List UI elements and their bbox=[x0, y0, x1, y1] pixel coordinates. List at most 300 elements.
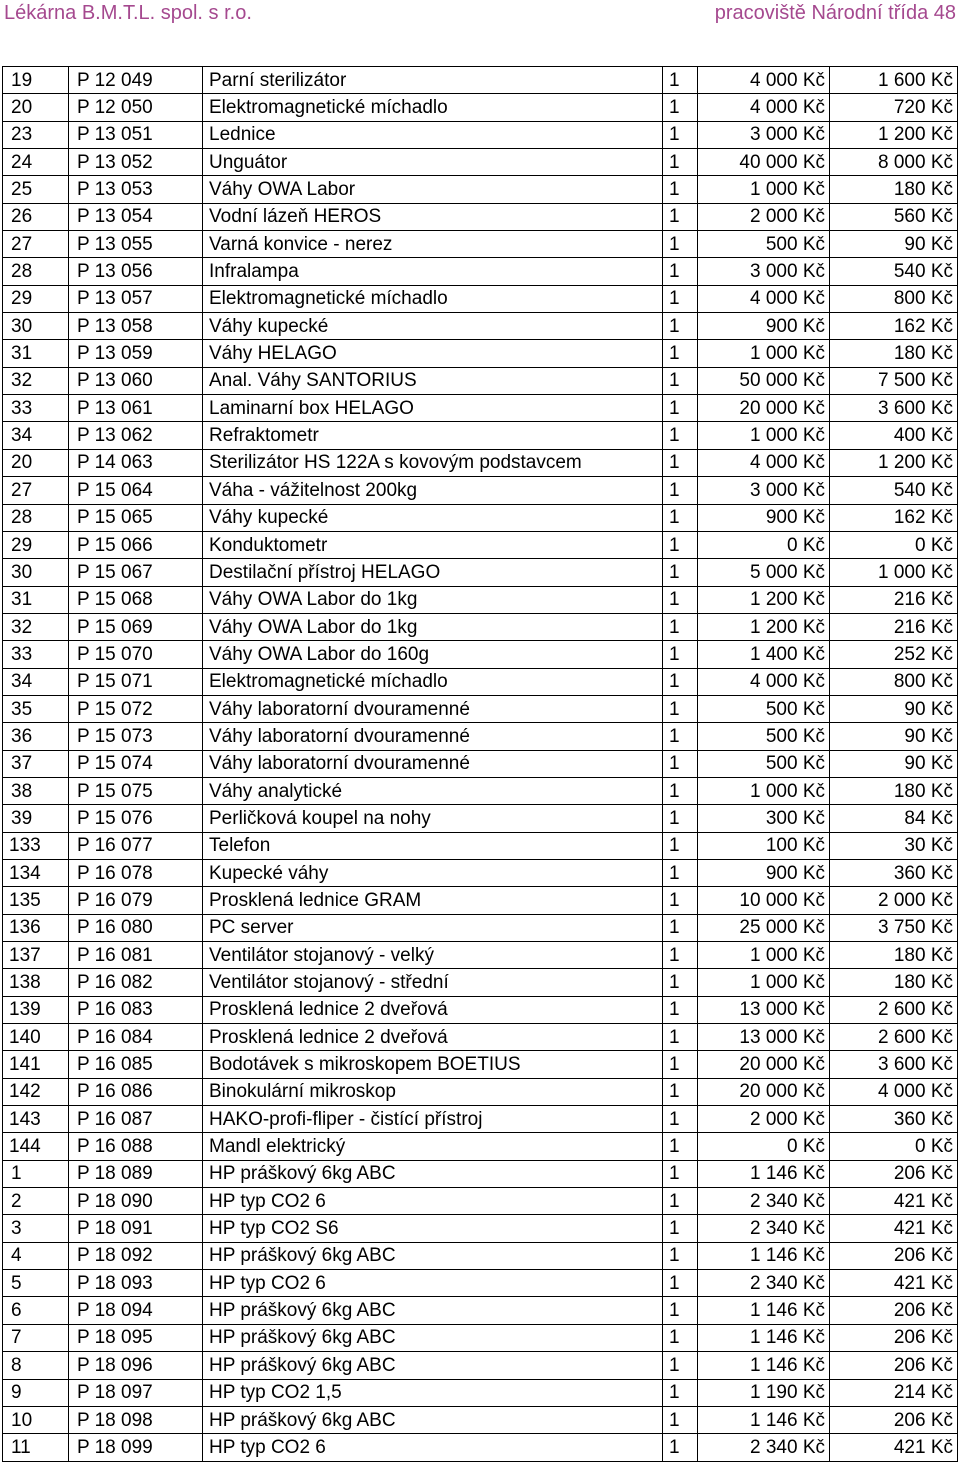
item-price: 4 000 Kč bbox=[698, 67, 830, 94]
item-price: 20 000 Kč bbox=[698, 395, 830, 422]
item-price: 900 Kč bbox=[698, 504, 830, 531]
item-value: 0 Kč bbox=[830, 1133, 958, 1160]
item-value: 180 Kč bbox=[830, 777, 958, 804]
row-number: 9 bbox=[3, 1379, 69, 1406]
item-name: Váhy laboratorní dvouramenné bbox=[203, 723, 663, 750]
table-row bbox=[3, 121, 958, 148]
table-row bbox=[3, 805, 958, 832]
item-price: 20 000 Kč bbox=[698, 1051, 830, 1078]
table-row bbox=[3, 1188, 958, 1215]
item-code: P 18 094 bbox=[69, 1297, 203, 1324]
item-price: 40 000 Kč bbox=[698, 149, 830, 176]
item-price: 2 000 Kč bbox=[698, 203, 830, 230]
item-name: Prosklená lednice GRAM bbox=[203, 887, 663, 914]
item-quantity: 1 bbox=[663, 504, 698, 531]
item-quantity: 1 bbox=[663, 1024, 698, 1051]
item-quantity: 1 bbox=[663, 367, 698, 394]
item-quantity: 1 bbox=[663, 859, 698, 886]
item-code: P 15 072 bbox=[69, 695, 203, 722]
table-row bbox=[3, 340, 958, 367]
table-row bbox=[3, 176, 958, 203]
item-code: P 16 082 bbox=[69, 969, 203, 996]
item-value: 421 Kč bbox=[830, 1270, 958, 1297]
item-name: Sterilizátor HS 122A s kovovým podstavcem bbox=[203, 449, 663, 476]
item-quantity: 1 bbox=[663, 203, 698, 230]
item-value: 421 Kč bbox=[830, 1434, 958, 1461]
row-number: 33 bbox=[3, 641, 69, 668]
item-name: Mandl elektrický bbox=[203, 1133, 663, 1160]
item-code: P 15 067 bbox=[69, 559, 203, 586]
item-value: 90 Kč bbox=[830, 723, 958, 750]
item-name: Prosklená lednice 2 dveřová bbox=[203, 996, 663, 1023]
item-price: 1 146 Kč bbox=[698, 1160, 830, 1187]
item-value: 720 Kč bbox=[830, 94, 958, 121]
item-name: Váhy kupecké bbox=[203, 504, 663, 531]
row-number: 7 bbox=[3, 1324, 69, 1351]
table-row bbox=[3, 641, 958, 668]
item-quantity: 1 bbox=[663, 942, 698, 969]
item-value: 2 600 Kč bbox=[830, 1024, 958, 1051]
table-row bbox=[3, 1106, 958, 1133]
row-number: 5 bbox=[3, 1270, 69, 1297]
row-number: 136 bbox=[3, 914, 69, 941]
workplace-location: pracoviště Národní třída 48 bbox=[714, 2, 956, 24]
item-name: Váhy analytické bbox=[203, 777, 663, 804]
item-name: Unguátor bbox=[203, 149, 663, 176]
table-row bbox=[3, 1270, 958, 1297]
item-quantity: 1 bbox=[663, 94, 698, 121]
item-price: 1 000 Kč bbox=[698, 777, 830, 804]
item-value: 206 Kč bbox=[830, 1160, 958, 1187]
item-price: 500 Kč bbox=[698, 231, 830, 258]
item-price: 2 340 Kč bbox=[698, 1215, 830, 1242]
row-number: 37 bbox=[3, 750, 69, 777]
item-name: HP práškový 6kg ABC bbox=[203, 1406, 663, 1433]
row-number: 39 bbox=[3, 805, 69, 832]
table-row bbox=[3, 887, 958, 914]
item-quantity: 1 bbox=[663, 695, 698, 722]
item-name: Elektromagnetické míchadlo bbox=[203, 94, 663, 121]
item-quantity: 1 bbox=[663, 258, 698, 285]
item-code: P 13 060 bbox=[69, 367, 203, 394]
item-quantity: 1 bbox=[663, 969, 698, 996]
item-code: P 16 086 bbox=[69, 1078, 203, 1105]
item-value: 206 Kč bbox=[830, 1324, 958, 1351]
row-number: 28 bbox=[3, 504, 69, 531]
item-name: Infralampa bbox=[203, 258, 663, 285]
item-price: 1 146 Kč bbox=[698, 1242, 830, 1269]
row-number: 2 bbox=[3, 1188, 69, 1215]
item-name: Váhy laboratorní dvouramenné bbox=[203, 750, 663, 777]
item-quantity: 1 bbox=[663, 1406, 698, 1433]
item-price: 1 000 Kč bbox=[698, 176, 830, 203]
table-row bbox=[3, 313, 958, 340]
table-row bbox=[3, 695, 958, 722]
item-name: HP práškový 6kg ABC bbox=[203, 1297, 663, 1324]
item-price: 0 Kč bbox=[698, 1133, 830, 1160]
row-number: 6 bbox=[3, 1297, 69, 1324]
row-number: 31 bbox=[3, 340, 69, 367]
item-name: Anal. Váhy SANTORIUS bbox=[203, 367, 663, 394]
item-code: P 15 068 bbox=[69, 586, 203, 613]
table-row bbox=[3, 1078, 958, 1105]
item-value: 206 Kč bbox=[830, 1297, 958, 1324]
table-row bbox=[3, 777, 958, 804]
item-code: P 13 058 bbox=[69, 313, 203, 340]
item-quantity: 1 bbox=[663, 176, 698, 203]
row-number: 137 bbox=[3, 942, 69, 969]
row-number: 27 bbox=[3, 477, 69, 504]
item-code: P 16 084 bbox=[69, 1024, 203, 1051]
item-quantity: 1 bbox=[663, 477, 698, 504]
item-quantity: 1 bbox=[663, 996, 698, 1023]
item-name: Ventilátor stojanový - velký bbox=[203, 942, 663, 969]
item-value: 4 000 Kč bbox=[830, 1078, 958, 1105]
item-name: Laminarní box HELAGO bbox=[203, 395, 663, 422]
item-price: 1 400 Kč bbox=[698, 641, 830, 668]
item-value: 206 Kč bbox=[830, 1352, 958, 1379]
row-number: 33 bbox=[3, 395, 69, 422]
item-value: 800 Kč bbox=[830, 285, 958, 312]
item-quantity: 1 bbox=[663, 67, 698, 94]
item-code: P 16 080 bbox=[69, 914, 203, 941]
row-number: 34 bbox=[3, 668, 69, 695]
item-code: P 18 089 bbox=[69, 1160, 203, 1187]
item-price: 900 Kč bbox=[698, 859, 830, 886]
item-price: 500 Kč bbox=[698, 750, 830, 777]
table-row bbox=[3, 1352, 958, 1379]
item-name: Prosklená lednice 2 dveřová bbox=[203, 1024, 663, 1051]
row-number: 25 bbox=[3, 176, 69, 203]
item-name: Binokulární mikroskop bbox=[203, 1078, 663, 1105]
table-row bbox=[3, 859, 958, 886]
row-number: 32 bbox=[3, 367, 69, 394]
table-row bbox=[3, 285, 958, 312]
item-name: Destilační přístroj HELAGO bbox=[203, 559, 663, 586]
item-code: P 18 093 bbox=[69, 1270, 203, 1297]
item-value: 216 Kč bbox=[830, 586, 958, 613]
table-row bbox=[3, 1406, 958, 1433]
item-value: 2 000 Kč bbox=[830, 887, 958, 914]
table-row bbox=[3, 231, 958, 258]
item-value: 360 Kč bbox=[830, 859, 958, 886]
table-row bbox=[3, 477, 958, 504]
item-value: 1 000 Kč bbox=[830, 559, 958, 586]
item-value: 8 000 Kč bbox=[830, 149, 958, 176]
table-row bbox=[3, 996, 958, 1023]
row-number: 26 bbox=[3, 203, 69, 230]
item-name: Lednice bbox=[203, 121, 663, 148]
item-code: P 15 073 bbox=[69, 723, 203, 750]
item-code: P 18 099 bbox=[69, 1434, 203, 1461]
item-quantity: 1 bbox=[663, 613, 698, 640]
item-name: Váhy kupecké bbox=[203, 313, 663, 340]
table-row bbox=[3, 94, 958, 121]
row-number: 3 bbox=[3, 1215, 69, 1242]
item-price: 1 000 Kč bbox=[698, 942, 830, 969]
item-code: P 15 075 bbox=[69, 777, 203, 804]
item-quantity: 1 bbox=[663, 1242, 698, 1269]
item-name: Ventilátor stojanový - střední bbox=[203, 969, 663, 996]
item-value: 180 Kč bbox=[830, 969, 958, 996]
item-code: P 16 081 bbox=[69, 942, 203, 969]
item-name: HP typ CO2 1,5 bbox=[203, 1379, 663, 1406]
row-number: 140 bbox=[3, 1024, 69, 1051]
item-price: 20 000 Kč bbox=[698, 1078, 830, 1105]
table-row bbox=[3, 1160, 958, 1187]
item-name: Váhy OWA Labor bbox=[203, 176, 663, 203]
item-code: P 13 057 bbox=[69, 285, 203, 312]
item-quantity: 1 bbox=[663, 832, 698, 859]
item-quantity: 1 bbox=[663, 750, 698, 777]
inventory-table-body bbox=[3, 67, 958, 1462]
item-price: 4 000 Kč bbox=[698, 94, 830, 121]
row-number: 144 bbox=[3, 1133, 69, 1160]
row-number: 1 bbox=[3, 1160, 69, 1187]
item-name: Váhy OWA Labor do 1kg bbox=[203, 613, 663, 640]
item-value: 84 Kč bbox=[830, 805, 958, 832]
item-value: 540 Kč bbox=[830, 258, 958, 285]
item-code: P 12 050 bbox=[69, 94, 203, 121]
item-value: 560 Kč bbox=[830, 203, 958, 230]
item-price: 3 000 Kč bbox=[698, 258, 830, 285]
item-quantity: 1 bbox=[663, 231, 698, 258]
item-name: HP typ CO2 6 bbox=[203, 1188, 663, 1215]
item-quantity: 1 bbox=[663, 1106, 698, 1133]
table-row bbox=[3, 367, 958, 394]
item-price: 25 000 Kč bbox=[698, 914, 830, 941]
table-row bbox=[3, 586, 958, 613]
item-price: 50 000 Kč bbox=[698, 367, 830, 394]
inventory-table bbox=[2, 66, 958, 1462]
table-row bbox=[3, 449, 958, 476]
row-number: 27 bbox=[3, 231, 69, 258]
item-code: P 15 065 bbox=[69, 504, 203, 531]
item-quantity: 1 bbox=[663, 914, 698, 941]
item-quantity: 1 bbox=[663, 422, 698, 449]
item-code: P 15 076 bbox=[69, 805, 203, 832]
row-number: 139 bbox=[3, 996, 69, 1023]
item-value: 206 Kč bbox=[830, 1242, 958, 1269]
item-name: HP typ CO2 6 bbox=[203, 1434, 663, 1461]
table-row bbox=[3, 969, 958, 996]
item-name: HP typ CO2 S6 bbox=[203, 1215, 663, 1242]
item-value: 7 500 Kč bbox=[830, 367, 958, 394]
item-code: P 13 055 bbox=[69, 231, 203, 258]
item-quantity: 1 bbox=[663, 777, 698, 804]
item-code: P 18 092 bbox=[69, 1242, 203, 1269]
item-name: HP typ CO2 6 bbox=[203, 1270, 663, 1297]
table-row bbox=[3, 149, 958, 176]
item-price: 4 000 Kč bbox=[698, 668, 830, 695]
item-name: Váhy laboratorní dvouramenné bbox=[203, 695, 663, 722]
table-row bbox=[3, 1297, 958, 1324]
item-value: 1 200 Kč bbox=[830, 121, 958, 148]
row-number: 4 bbox=[3, 1242, 69, 1269]
item-value: 90 Kč bbox=[830, 695, 958, 722]
item-quantity: 1 bbox=[663, 586, 698, 613]
row-number: 141 bbox=[3, 1051, 69, 1078]
item-price: 1 200 Kč bbox=[698, 586, 830, 613]
item-name: HAKO-profi-fliper - čistící přístroj bbox=[203, 1106, 663, 1133]
item-name: Perličková koupel na nohy bbox=[203, 805, 663, 832]
table-row bbox=[3, 723, 958, 750]
item-quantity: 1 bbox=[663, 1188, 698, 1215]
item-value: 800 Kč bbox=[830, 668, 958, 695]
item-price: 10 000 Kč bbox=[698, 887, 830, 914]
item-value: 421 Kč bbox=[830, 1215, 958, 1242]
item-quantity: 1 bbox=[663, 121, 698, 148]
item-name: Refraktometr bbox=[203, 422, 663, 449]
item-code: P 13 053 bbox=[69, 176, 203, 203]
table-row bbox=[3, 914, 958, 941]
table-row bbox=[3, 1024, 958, 1051]
item-value: 1 600 Kč bbox=[830, 67, 958, 94]
item-code: P 13 054 bbox=[69, 203, 203, 230]
table-row bbox=[3, 668, 958, 695]
row-number: 10 bbox=[3, 1406, 69, 1433]
item-quantity: 1 bbox=[663, 1379, 698, 1406]
item-name: Telefon bbox=[203, 832, 663, 859]
item-price: 2 340 Kč bbox=[698, 1434, 830, 1461]
item-quantity: 1 bbox=[663, 1051, 698, 1078]
table-row bbox=[3, 1133, 958, 1160]
item-price: 300 Kč bbox=[698, 805, 830, 832]
item-name: Konduktometr bbox=[203, 531, 663, 558]
item-value: 400 Kč bbox=[830, 422, 958, 449]
item-name: HP práškový 6kg ABC bbox=[203, 1160, 663, 1187]
item-quantity: 1 bbox=[663, 1160, 698, 1187]
item-value: 252 Kč bbox=[830, 641, 958, 668]
item-name: Váhy HELAGO bbox=[203, 340, 663, 367]
item-value: 2 600 Kč bbox=[830, 996, 958, 1023]
item-code: P 16 079 bbox=[69, 887, 203, 914]
item-quantity: 1 bbox=[663, 340, 698, 367]
item-quantity: 1 bbox=[663, 449, 698, 476]
item-quantity: 1 bbox=[663, 723, 698, 750]
item-price: 0 Kč bbox=[698, 531, 830, 558]
table-row bbox=[3, 559, 958, 586]
item-quantity: 1 bbox=[663, 1324, 698, 1351]
item-price: 1 000 Kč bbox=[698, 422, 830, 449]
row-number: 34 bbox=[3, 422, 69, 449]
item-code: P 15 074 bbox=[69, 750, 203, 777]
item-value: 3 600 Kč bbox=[830, 395, 958, 422]
item-price: 2 340 Kč bbox=[698, 1270, 830, 1297]
item-value: 180 Kč bbox=[830, 942, 958, 969]
item-code: P 14 063 bbox=[69, 449, 203, 476]
page-header bbox=[0, 0, 960, 30]
item-quantity: 1 bbox=[663, 531, 698, 558]
table-row bbox=[3, 1434, 958, 1461]
item-quantity: 1 bbox=[663, 887, 698, 914]
item-price: 900 Kč bbox=[698, 313, 830, 340]
item-code: P 18 095 bbox=[69, 1324, 203, 1351]
item-value: 214 Kč bbox=[830, 1379, 958, 1406]
item-name: Parní sterilizátor bbox=[203, 67, 663, 94]
company-name: Lékárna B.M.T.L. spol. s r.o. bbox=[4, 2, 252, 24]
item-code: P 16 085 bbox=[69, 1051, 203, 1078]
row-number: 32 bbox=[3, 613, 69, 640]
row-number: 133 bbox=[3, 832, 69, 859]
item-value: 0 Kč bbox=[830, 531, 958, 558]
item-quantity: 1 bbox=[663, 805, 698, 832]
row-number: 20 bbox=[3, 449, 69, 476]
item-value: 540 Kč bbox=[830, 477, 958, 504]
item-price: 100 Kč bbox=[698, 832, 830, 859]
table-row bbox=[3, 422, 958, 449]
item-value: 206 Kč bbox=[830, 1406, 958, 1433]
row-number: 38 bbox=[3, 777, 69, 804]
item-name: Bodotávek s mikroskopem BOETIUS bbox=[203, 1051, 663, 1078]
item-code: P 16 087 bbox=[69, 1106, 203, 1133]
item-price: 5 000 Kč bbox=[698, 559, 830, 586]
row-number: 142 bbox=[3, 1078, 69, 1105]
item-code: P 13 052 bbox=[69, 149, 203, 176]
item-price: 2 000 Kč bbox=[698, 1106, 830, 1133]
row-number: 19 bbox=[3, 67, 69, 94]
item-value: 180 Kč bbox=[830, 176, 958, 203]
item-price: 4 000 Kč bbox=[698, 449, 830, 476]
item-quantity: 1 bbox=[663, 395, 698, 422]
item-name: HP práškový 6kg ABC bbox=[203, 1242, 663, 1269]
item-price: 1 146 Kč bbox=[698, 1352, 830, 1379]
row-number: 135 bbox=[3, 887, 69, 914]
table-row bbox=[3, 504, 958, 531]
row-number: 29 bbox=[3, 531, 69, 558]
item-price: 1 146 Kč bbox=[698, 1324, 830, 1351]
item-code: P 18 091 bbox=[69, 1215, 203, 1242]
table-row bbox=[3, 203, 958, 230]
row-number: 20 bbox=[3, 94, 69, 121]
item-code: P 12 049 bbox=[69, 67, 203, 94]
row-number: 11 bbox=[3, 1434, 69, 1461]
row-number: 29 bbox=[3, 285, 69, 312]
item-name: Váhy OWA Labor do 160g bbox=[203, 641, 663, 668]
item-name: HP práškový 6kg ABC bbox=[203, 1324, 663, 1351]
item-quantity: 1 bbox=[663, 149, 698, 176]
item-name: Váha - vážitelnost 200kg bbox=[203, 477, 663, 504]
item-quantity: 1 bbox=[663, 668, 698, 695]
item-code: P 18 090 bbox=[69, 1188, 203, 1215]
item-quantity: 1 bbox=[663, 641, 698, 668]
item-name: PC server bbox=[203, 914, 663, 941]
item-quantity: 1 bbox=[663, 1078, 698, 1105]
row-number: 143 bbox=[3, 1106, 69, 1133]
item-price: 13 000 Kč bbox=[698, 996, 830, 1023]
item-value: 3 600 Kč bbox=[830, 1051, 958, 1078]
table-row bbox=[3, 531, 958, 558]
item-quantity: 1 bbox=[663, 1133, 698, 1160]
item-code: P 18 097 bbox=[69, 1379, 203, 1406]
item-quantity: 1 bbox=[663, 559, 698, 586]
row-number: 24 bbox=[3, 149, 69, 176]
item-quantity: 1 bbox=[663, 1215, 698, 1242]
item-price: 1 200 Kč bbox=[698, 613, 830, 640]
item-code: P 16 083 bbox=[69, 996, 203, 1023]
item-code: P 16 077 bbox=[69, 832, 203, 859]
item-code: P 13 059 bbox=[69, 340, 203, 367]
row-number: 28 bbox=[3, 258, 69, 285]
row-number: 31 bbox=[3, 586, 69, 613]
item-value: 90 Kč bbox=[830, 231, 958, 258]
item-value: 216 Kč bbox=[830, 613, 958, 640]
item-code: P 15 064 bbox=[69, 477, 203, 504]
item-quantity: 1 bbox=[663, 313, 698, 340]
item-price: 1 146 Kč bbox=[698, 1297, 830, 1324]
table-row bbox=[3, 67, 958, 94]
item-name: Elektromagnetické míchadlo bbox=[203, 285, 663, 312]
